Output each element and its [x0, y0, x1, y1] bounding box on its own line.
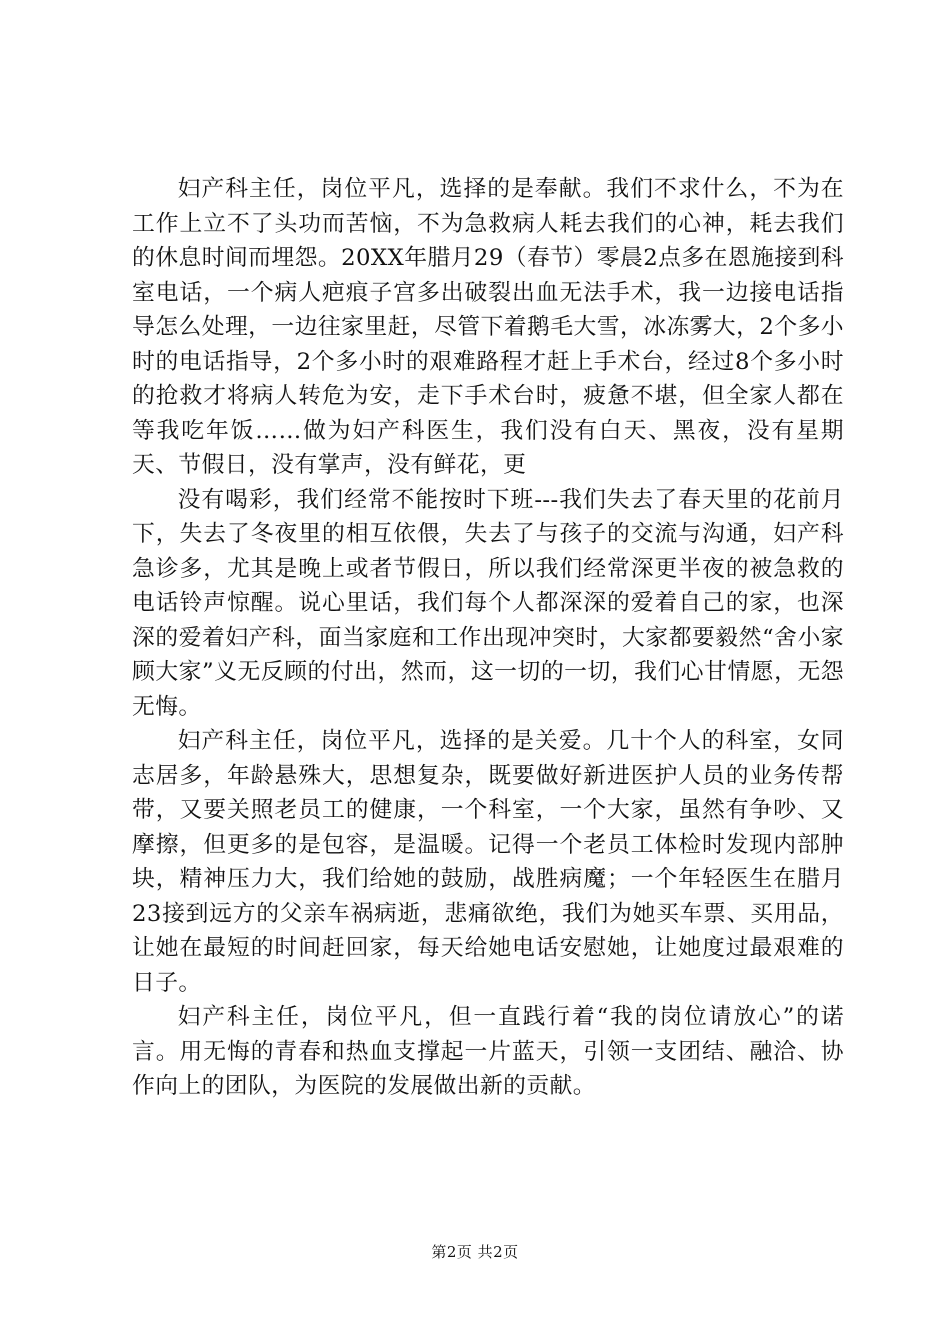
- page-footer: 第2页 共2页: [431, 1243, 519, 1261]
- paragraph-dedication: 妇产科主任，岗位平凡，选择的是奉献。我们不求什么，不为在工作上立不了头功而苦恼，不为急救病人耗去我们的心神，耗去我们的休息时间而埋怨。20XX年腊月29（春节）零晨2点多在恩施接到科室电话，一个病人疤痕子宫多出破裂出血无法手术，我一边接电话指导怎么处理，一边往家里赶，尽管下着鹅毛大雪，冰冻雾大，2个多小时的电话指导，2个多小时的艰难路程才赶上手术台，经过8个多小时的抢救才将病人转危为安，走下手术台时，疲惫不堪，但全家人都在等我吃年饭……做为妇产科医生，我们没有白天、黑夜，没有星期天、节假日，没有掌声，没有鲜花，更: [132, 176, 844, 478]
- paragraph-sacrifice: 没有喝彩，我们经常不能按时下班---我们失去了春天里的花前月下，失去了冬夜里的相互依偎，失去了与孩子的交流与沟通，妇产科急诊多，尤其是晚上或者节假日，所以我们经常深更半夜的被急救的电话铃声惊醒。说心里话，我们每个人都深深的爱着自己的家，也深深的爱着妇产科，面当家庭和工作出现冲突时，大家都要毅然“舍小家顾大家”义无反顾的付出，然而，这一切的一切，我们心甘情愿，无怨无悔。: [132, 486, 844, 720]
- document-body: [132, 172, 844, 1104]
- paragraph-commitment: 妇产科主任，岗位平凡，但一直践行着“我的岗位请放心”的诺言。用无悔的青春和热血支撑起一片蓝天，引领一支团结、融洽、协作向上的团队，为医院的发展做出新的贡献。: [132, 1004, 844, 1099]
- paragraph-care: 妇产科主任，岗位平凡，选择的是关爱。几十个人的科室，女同志居多，年龄悬殊大，思想复杂，既要做好新进医护人员的业务传帮带，又要关照老员工的健康，一个科室，一个大家，虽然有争吵、又摩擦，但更多的是包容，是温暖。记得一个老员工体检时发现内部肿块，精神压力大，我们给她的鼓励，战胜病魔；一个年轻医生在腊月23接到远方的父亲车祸病逝，悲痛欲绝，我们为她买车票、买用品，让她在最短的时间赶回家，每天给她电话安慰她，让她度过最艰难的日子。: [132, 728, 844, 996]
